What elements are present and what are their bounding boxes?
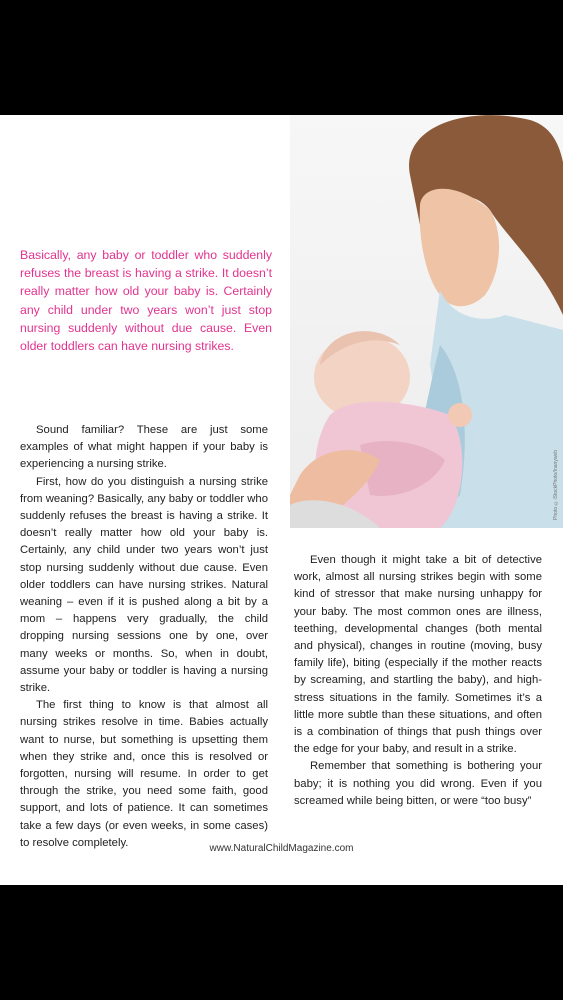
paragraph: The first thing to know is that almost all nursing strikes resolve in time. Babies actually want to nurse, but something is upsetting them when they strike and, once this is resolved or forgotten, nursing will resume. In order to get through the strike, you need some faith, good support, and lots of patience. It can sometimes take a few days (or even weeks, in some cases) to resolve completely.	[20, 699, 268, 849]
paragraph: First, how do you distinguish a nursing strike from weaning? Basically, any baby or toddler who suddenly refuses the breast is having a strike. It doesn’t really matter how old your baby is. Certainly, any child under two years won’t just stop nursing suddenly without due cause. Even older toddlers can have nursing strikes. Natural weaning – even if it is pushed along a bit by a mom – happens very gradually, the child dropping nursing sessions one by one, over many weeks or months. So, when in doubt, assume your baby or toddler is having a nursing strike.	[20, 475, 268, 695]
paragraph: Even though it might take a bit of detective work, almost all nursing strikes begin with some kind of stressor that make nursing unhappy for your baby. The most common ones are illness, teething, developmental changes (both mental and physical), changes in routine (moving, busy family life), biting (especially if the mother reacts by screaming, and startling the baby), and high-stress situations in the family. Sometimes it’s a little more subtle than these situations, and often is a combination of things that push things over the edge for your baby, and result in a strike.	[294, 554, 542, 756]
photo-credit: Photo ©iStockPhoto/Inanyweb	[553, 450, 559, 520]
magazine-page	[0, 115, 563, 885]
mother-baby-photo	[290, 115, 563, 528]
pull-quote: Basically, any baby or toddler who suddenly refuses the breast is having a strike. It doesn’t really matter how old your baby is. Certainly any child under two years won’t just stop nursing suddenly without due cause. Even older toddlers can have nursing strikes.	[20, 248, 272, 354]
footer-url[interactable]: www.NaturalChildMagazine.com	[209, 843, 354, 854]
right-column	[294, 552, 542, 810]
paragraph: Sound familiar? These are just some examples of what might happen if your baby is experiencing a nursing strike.	[20, 424, 268, 471]
left-column	[20, 422, 268, 852]
paragraph: Remember that something is bothering your baby; it is nothing you did wrong. Even if you screamed while being bitten, or were “too busy”	[294, 760, 542, 807]
photo-illustration	[290, 115, 563, 528]
